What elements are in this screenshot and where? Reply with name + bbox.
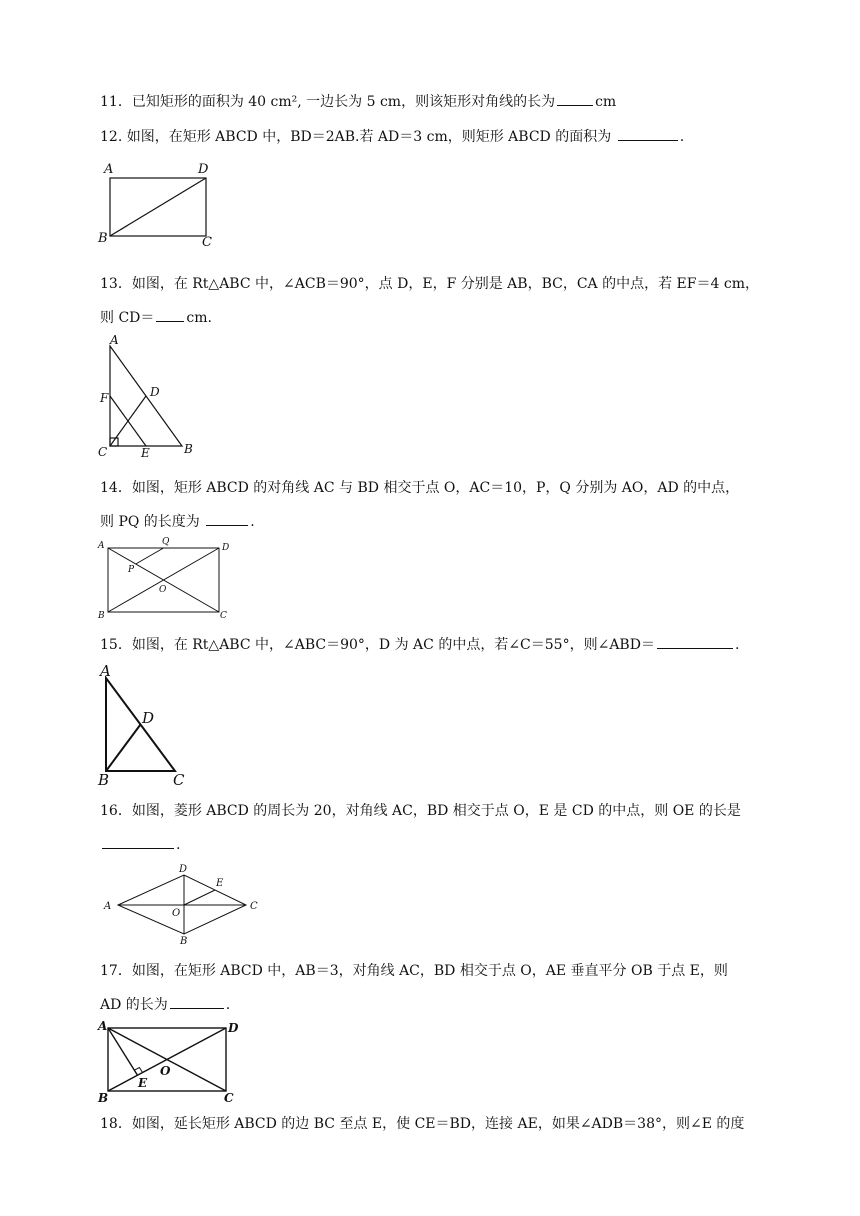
label-d: D: [150, 385, 160, 399]
question-17: [100, 954, 765, 1022]
label-q: Q: [162, 537, 170, 547]
question-14-line-1: 14．如图，矩形 ABCD 的对角线 AC 与 BD 相交于点 O，AC＝10，P，Q 分别为 AO，AD 的中点，: [100, 480, 740, 496]
question-17-line-1: 17．如图，在矩形 ABCD 中，AB＝3，对角线 AC，BD 相交于点 O，AE 垂直平分 OB 于点 E，则: [100, 963, 728, 979]
question-13-line-1: 13．如图，在 Rt△ABC 中，∠ACB＝90°，点 D，E，F 分别是 AB，BC，CA 的中点，若 EF＝4 cm，: [100, 276, 759, 292]
figure-17-rectangle: [96, 1018, 246, 1104]
question-18-text: 18．如图，延长矩形 ABCD 的边 BC 至点 E，使 CE＝BD，连接 AE，如果∠ADB＝38°，则∠E 的度: [100, 1116, 745, 1132]
question-18: [100, 1115, 765, 1134]
figure-15-triangle: [96, 660, 196, 790]
question-13: [100, 267, 765, 335]
question-14-line-2: 则 PQ 的长度为 .: [100, 505, 765, 539]
label-b: B: [98, 1091, 109, 1105]
question-17-line-2: AD 的长为 .: [100, 988, 765, 1022]
question-13-line-2: 则 CD＝ cm.: [100, 301, 765, 335]
label-d: D: [179, 864, 188, 875]
answer-blank: [156, 307, 184, 322]
question-16-line-1: 16．如图，菱形 ABCD 的周长为 20，对角线 AC，BD 相交于点 O，E 是 CD 的中点，则 OE 的长是: [100, 803, 741, 819]
label-a: A: [110, 333, 119, 347]
question-15-text: 15．如图，在 Rt△ABC 中，∠ABC＝90°，D 为 AC 的中点，若∠C＝55°，则∠ABD＝: [100, 637, 655, 653]
label-e: E: [141, 446, 150, 460]
figure-16-rhombus: [96, 862, 276, 948]
answer-blank: [170, 994, 224, 1009]
answer-blank: [206, 511, 248, 526]
figure-14-rectangle: [96, 534, 236, 624]
label-d: D: [198, 162, 209, 177]
question-12-text: 12. 如图，在矩形 ABCD 中，BD＝2AB.若 AD＝3 cm，则矩形 ABCD 的面积为: [100, 129, 616, 145]
label-p: P: [128, 565, 135, 575]
diagonal-bd: [110, 178, 206, 236]
label-c: C: [173, 771, 185, 789]
label-d: D: [228, 1021, 239, 1035]
label-o: O: [172, 908, 181, 919]
label-b: B: [180, 936, 188, 947]
label-b: B: [98, 611, 105, 621]
label-b: B: [98, 231, 108, 246]
question-16-line-2: .: [100, 828, 765, 862]
question-12-tail: .: [679, 129, 685, 145]
figure-13-triangle: [96, 332, 201, 460]
label-e: E: [138, 1076, 148, 1090]
label-e: E: [216, 878, 224, 889]
question-15: 15．如图，在 Rt△ABC 中，∠ABC＝90°，D 为 AC 的中点，若∠C＝55°，则∠ABD＝ .: [100, 634, 765, 655]
question-14: [100, 471, 765, 539]
answer-blank: [657, 634, 733, 649]
answer-blank: [557, 91, 593, 106]
question-11-unit: cm: [595, 94, 617, 110]
label-b: B: [184, 442, 193, 456]
label-c: C: [98, 445, 108, 459]
label-o: O: [160, 1064, 171, 1078]
label-c: C: [220, 611, 227, 621]
question-12: [100, 126, 765, 147]
label-a: A: [98, 1019, 108, 1033]
figure-12-rectangle: [96, 160, 226, 252]
label-a: A: [100, 662, 111, 680]
label-c: C: [202, 235, 212, 250]
label-c: C: [224, 1091, 234, 1105]
question-16: [100, 794, 765, 862]
label-b: B: [98, 771, 110, 789]
segment-oe: [184, 890, 215, 905]
segment-pq: [136, 548, 164, 564]
label-a: A: [104, 901, 112, 912]
label-o: O: [159, 585, 167, 595]
label-a: A: [98, 541, 105, 551]
label-a: A: [104, 162, 114, 177]
question-11: [100, 91, 765, 112]
label-c: C: [250, 901, 258, 912]
question-11-text: 11．已知矩形的面积为 40 cm², 一边长为 5 cm，则该矩形对角线的长为: [100, 94, 556, 110]
label-d: D: [142, 709, 155, 727]
label-d: D: [222, 543, 230, 553]
answer-blank: [618, 126, 678, 141]
segment-bd: [106, 725, 141, 772]
label-f: F: [100, 391, 109, 405]
answer-blank: [102, 834, 174, 849]
